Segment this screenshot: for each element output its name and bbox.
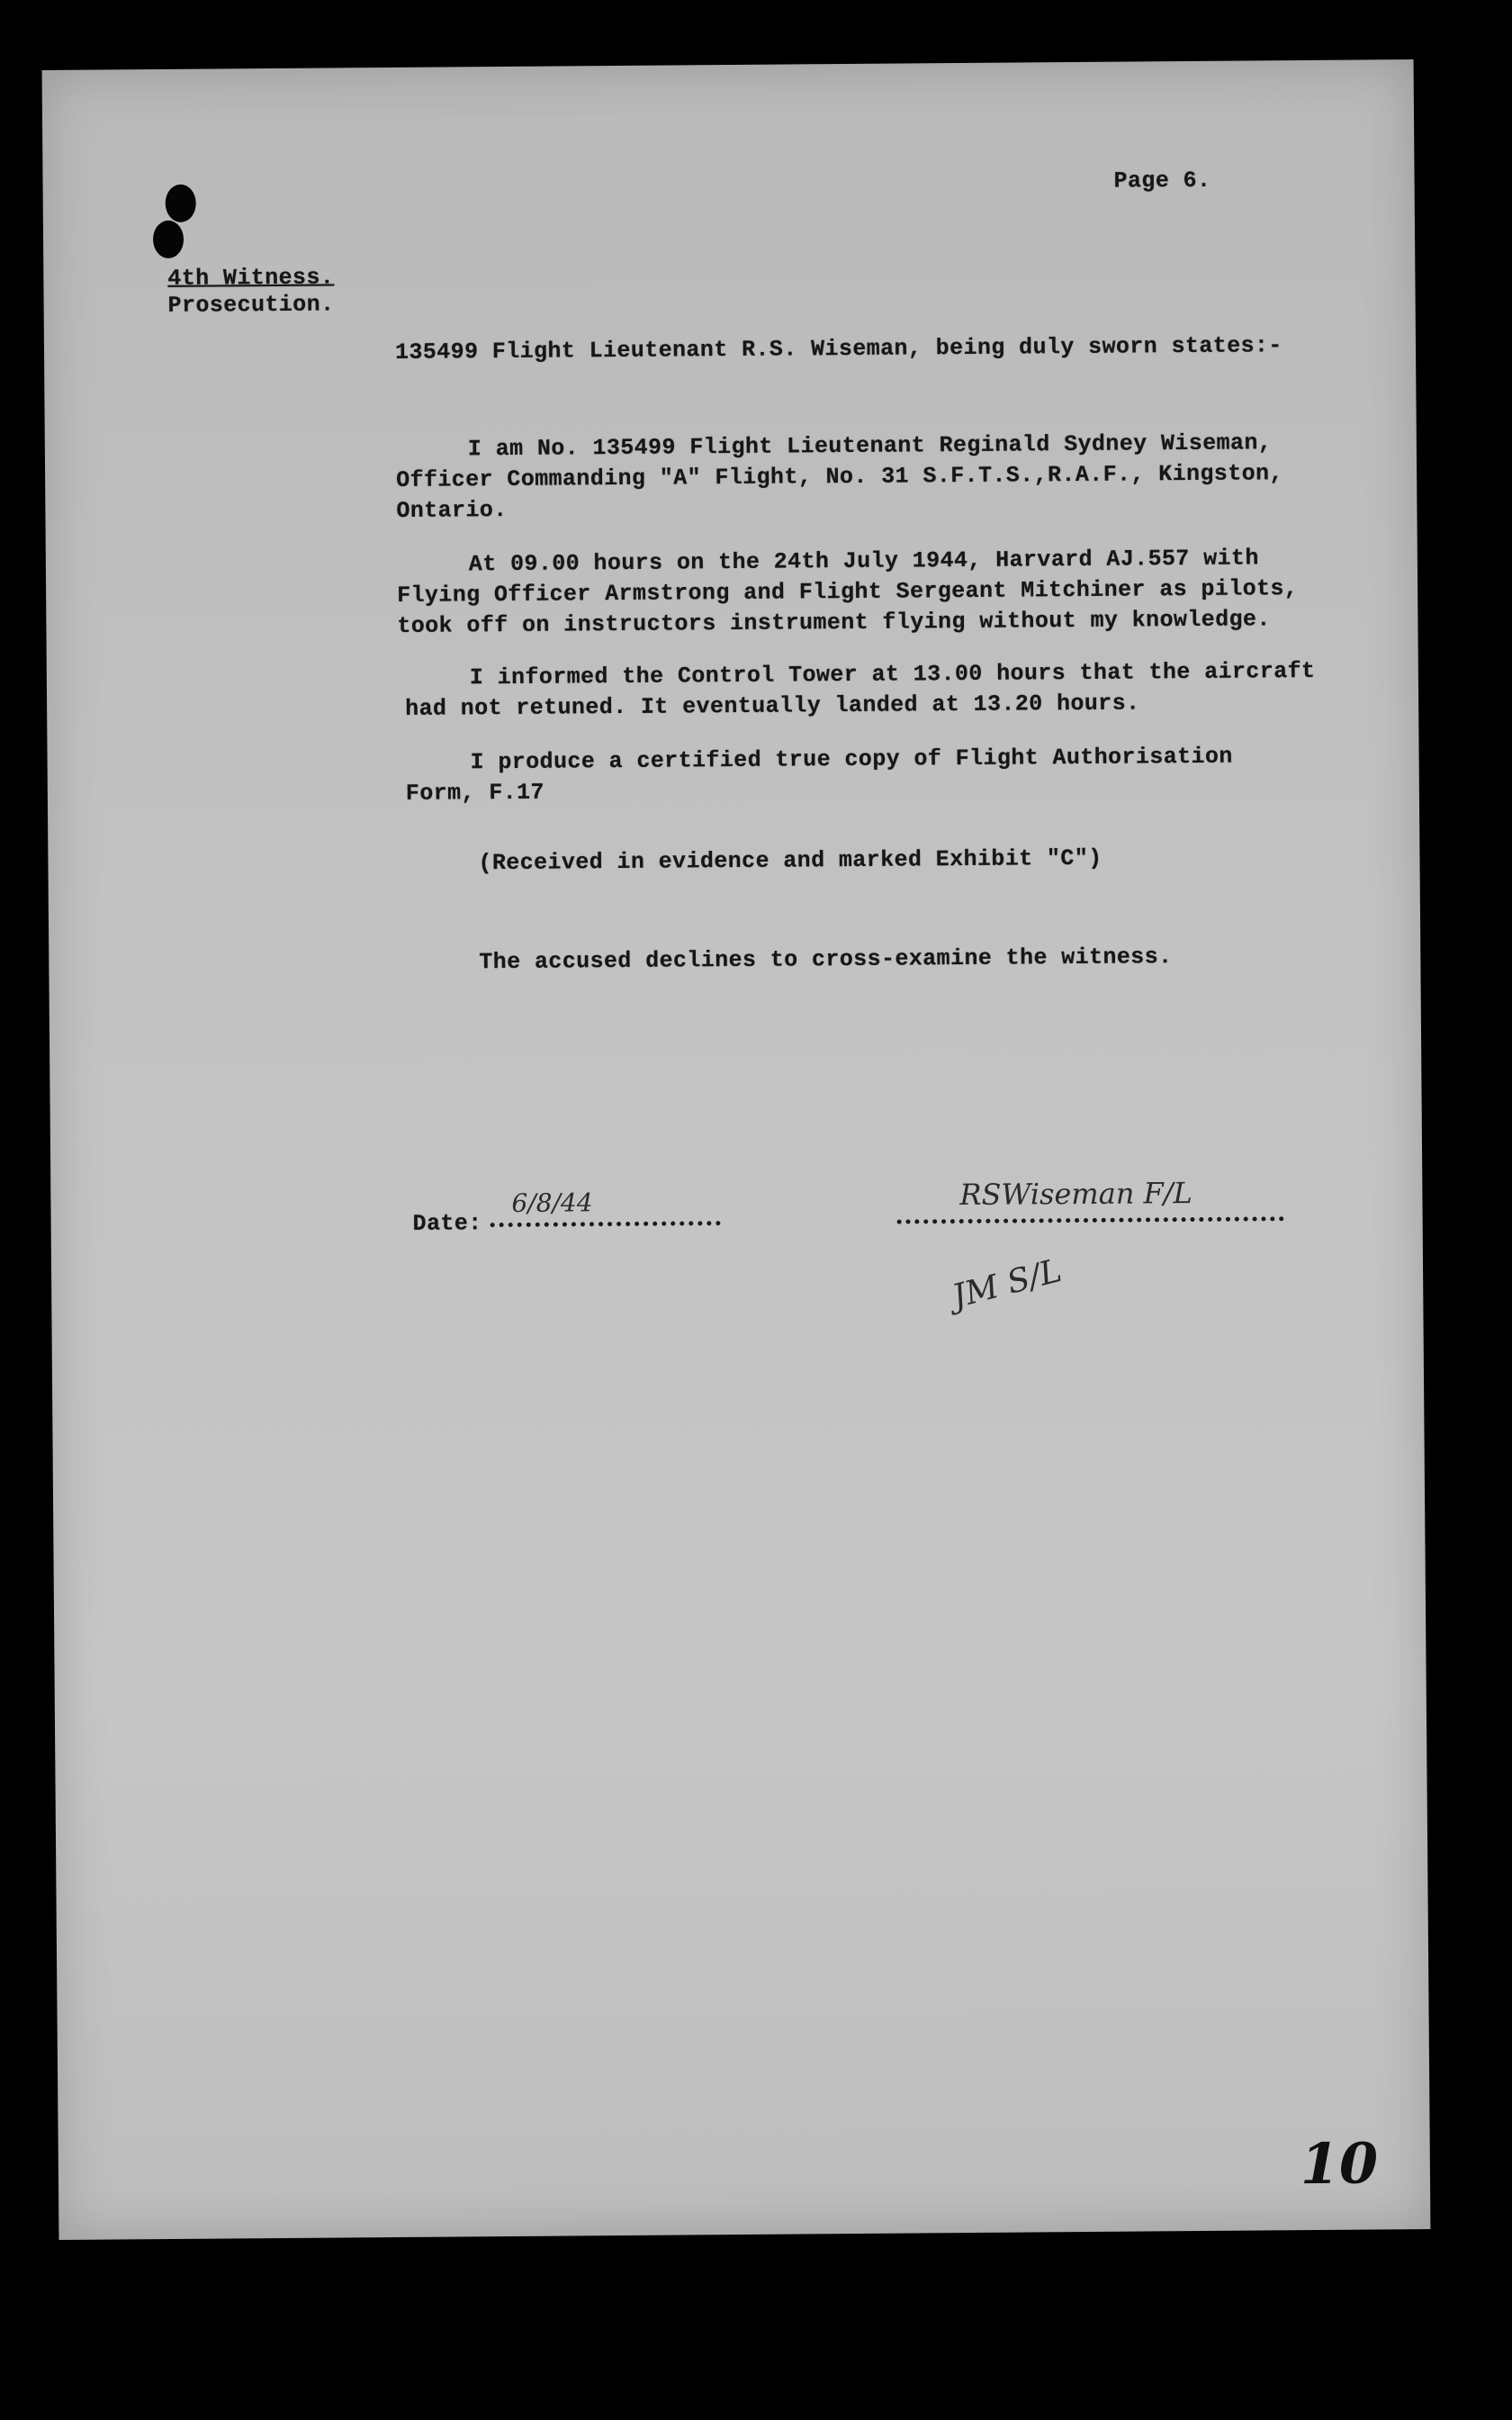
witness-intro: 135499 Flight Lieutenant R.S. Wiseman, being duly sworn states:- [394,332,1282,366]
witness-heading: 4th Witness. [167,264,335,292]
paragraph-line: I informed the Control Tower at 13.00 hours that the aircraft [469,657,1316,691]
document-page [42,59,1431,2240]
date-handwritten: 6/8/44 [511,1187,593,1218]
punch-hole-top [166,185,196,222]
signature-dotted-line [897,1216,1284,1224]
page-number: Page 6. [1113,167,1211,194]
cross-examination-note: The accused declines to cross-examine the witness. [479,944,1173,976]
witness-side: Prosecution. [167,291,335,319]
paragraph-line: Flying Officer Armstrong and Flight Sergeant Mitchiner as pilots, [397,575,1299,609]
exhibit-note: (Received in evidence and marked Exhibit "C") [478,844,1102,877]
date-label: Date: [412,1210,482,1237]
officer-initials: JM S/L [949,1251,1066,1316]
date-dotted-line [490,1221,721,1227]
paragraph-line: had not retuned. It eventually landed at 13.20 hours. [405,690,1140,722]
paragraph-line: I am No. 135499 Flight Lieutenant Reginald Sydney Wiseman, [467,429,1273,463]
witness-signature: RSWiseman F/L [959,1176,1192,1213]
punch-hole-bottom [153,221,184,258]
paragraph-line: Form, F.17 [405,779,545,807]
paragraph-line: At 09.00 hours on the 24th July 1944, Harvard AJ.557 with [468,545,1259,578]
paragraph-line: Officer Commanding "A" Flight, No. 31 S.F.T.S.,R.A.F., Kingston, [396,460,1283,493]
paragraph-line: Ontario. [396,496,508,524]
paragraph-line: took off on instructors instrument flying without my knowledge. [397,606,1271,639]
folio-number: 10 [1300,2130,1379,2198]
paragraph-line: I produce a certified true copy of Flight Authorisation [470,743,1233,776]
